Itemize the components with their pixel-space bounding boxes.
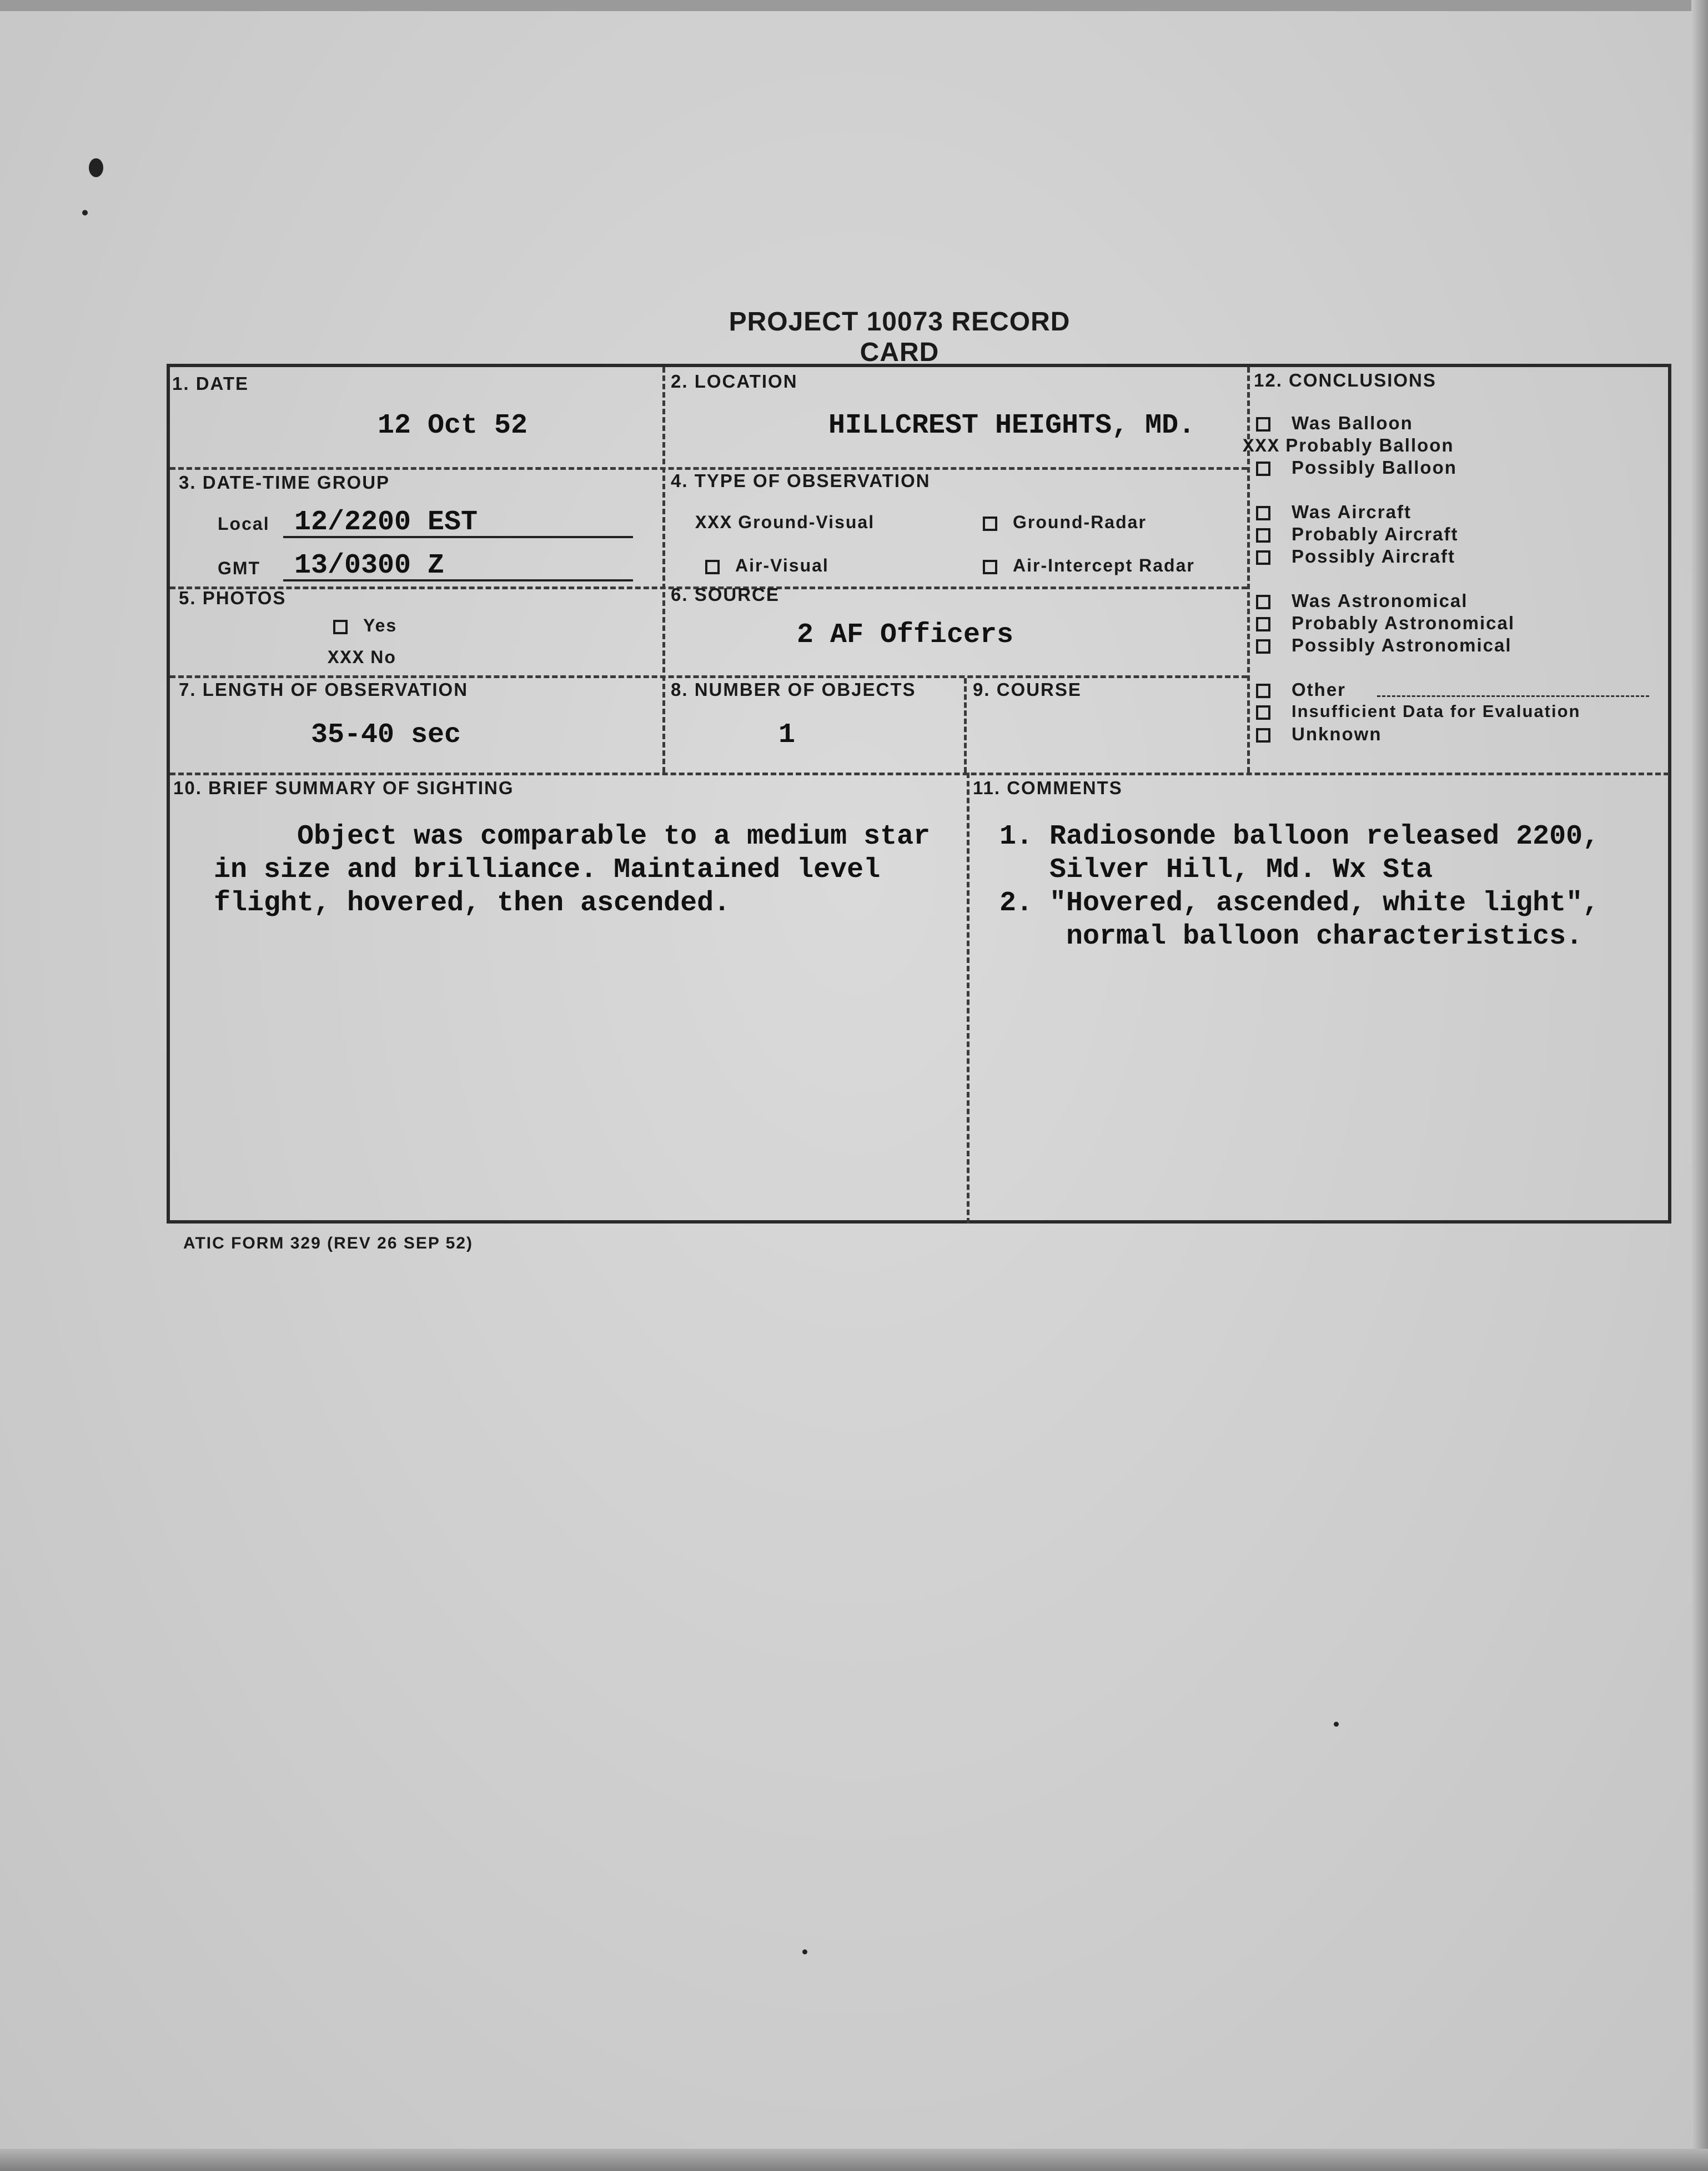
scan-speck bbox=[802, 1949, 807, 1954]
source-value: 2 AF Officers bbox=[797, 619, 1014, 651]
comment-line: 2. "Hovered, ascended, white light", bbox=[999, 888, 1600, 919]
checkbox-icon bbox=[1256, 550, 1270, 565]
conclusions-label: 12. CONCLUSIONS bbox=[1254, 370, 1436, 390]
conclusion-probably-balloon[interactable]: XXX Probably Balloon bbox=[1243, 435, 1454, 458]
conclusion-other[interactable]: Other bbox=[1256, 679, 1346, 700]
conclusion-probably-astronomical[interactable]: Probably Astronomical bbox=[1256, 613, 1515, 634]
card-title: PROJECT 10073 RECORD CARD bbox=[729, 307, 1071, 367]
form-footer: ATIC FORM 329 (REV 26 SEP 52) bbox=[183, 1234, 474, 1252]
length-of-observation-value: 35-40 sec bbox=[311, 719, 461, 751]
scan-speck bbox=[89, 158, 103, 177]
page-edge-top bbox=[0, 0, 1708, 11]
checkbox-icon bbox=[983, 517, 997, 531]
comments-label: 11. COMMENTS bbox=[973, 778, 1123, 798]
conclusion-possibly-aircraft[interactable]: Possibly Aircraft bbox=[1256, 546, 1455, 567]
page-edge-right bbox=[1691, 0, 1708, 2171]
checkbox-icon bbox=[1256, 506, 1270, 520]
length-of-observation-label: 7. LENGTH OF OBSERVATION bbox=[179, 679, 469, 700]
option-air-visual[interactable]: Air-Visual bbox=[705, 555, 829, 576]
conclusion-possibly-astronomical[interactable]: Possibly Astronomical bbox=[1256, 635, 1512, 656]
conclusion-unknown[interactable]: Unknown bbox=[1256, 724, 1382, 745]
page-edge-bottom bbox=[0, 2149, 1708, 2171]
local-time-value: 12/2200 EST bbox=[294, 507, 478, 538]
conclusion-probably-aircraft[interactable]: Probably Aircraft bbox=[1256, 524, 1459, 545]
comment-line: Silver Hill, Md. Wx Sta bbox=[1049, 854, 1433, 886]
checkbox-icon bbox=[1256, 617, 1270, 631]
number-of-objects-value: 1 bbox=[778, 719, 796, 751]
check-mark-icon: XXX bbox=[328, 648, 365, 669]
checkbox-icon bbox=[983, 560, 997, 574]
summary-line: Object was comparable to a medium star bbox=[297, 821, 931, 853]
summary-line: in size and brilliance. Maintained level bbox=[214, 854, 881, 886]
check-mark-icon: XXX bbox=[695, 513, 733, 534]
checkbox-icon bbox=[1256, 528, 1270, 543]
checkbox-icon bbox=[1256, 705, 1270, 720]
location-value: HILLCREST HEIGHTS, MD. bbox=[828, 410, 1195, 442]
other-line bbox=[1377, 695, 1649, 697]
option-air-intercept-radar[interactable]: Air-Intercept Radar bbox=[983, 555, 1195, 576]
conclusion-was-balloon[interactable]: Was Balloon bbox=[1256, 413, 1413, 434]
number-of-objects-label: 8. NUMBER OF OBJECTS bbox=[671, 679, 916, 700]
divider-summary-comments bbox=[967, 773, 969, 1224]
gmt-time-line bbox=[283, 579, 633, 581]
comment-line: 1. Radiosonde balloon released 2200, bbox=[999, 821, 1600, 853]
conclusion-was-astronomical[interactable]: Was Astronomical bbox=[1256, 590, 1468, 611]
divider-row4 bbox=[170, 773, 1669, 775]
divider-row1 bbox=[170, 467, 1247, 470]
photos-label: 5. PHOTOS bbox=[179, 588, 287, 608]
gmt-time-value: 13/0300 Z bbox=[294, 550, 445, 581]
photos-yes[interactable]: Yes bbox=[333, 615, 397, 636]
brief-summary-label: 10. BRIEF SUMMARY OF SIGHTING bbox=[173, 778, 514, 798]
local-time-line bbox=[283, 536, 633, 538]
conclusion-was-aircraft[interactable]: Was Aircraft bbox=[1256, 502, 1411, 523]
scan-speck bbox=[82, 210, 88, 215]
comment-line: normal balloon characteristics. bbox=[1066, 921, 1583, 952]
checkbox-icon bbox=[1256, 417, 1270, 432]
checkbox-icon bbox=[1256, 639, 1270, 654]
summary-line: flight, hovered, then ascended. bbox=[214, 888, 731, 919]
checkbox-icon bbox=[333, 620, 348, 634]
local-label: Local bbox=[218, 514, 270, 534]
photos-no[interactable]: XXX No bbox=[328, 647, 396, 669]
checkbox-icon bbox=[1256, 462, 1270, 476]
checkbox-icon bbox=[705, 560, 720, 574]
option-ground-visual[interactable]: XXX Ground-Visual bbox=[695, 512, 875, 534]
source-label: 6. SOURCE bbox=[671, 584, 780, 605]
checkbox-icon bbox=[1256, 728, 1270, 743]
option-ground-radar[interactable]: Ground-Radar bbox=[983, 512, 1147, 533]
conclusion-insufficient-data[interactable]: Insufficient Data for Evaluation bbox=[1256, 701, 1580, 721]
checkbox-icon bbox=[1256, 595, 1270, 609]
date-time-group-label: 3. DATE-TIME GROUP bbox=[179, 472, 390, 493]
check-mark-icon: XXX bbox=[1243, 437, 1280, 458]
divider-objects-course bbox=[964, 678, 967, 773]
divider-row3 bbox=[170, 675, 1247, 678]
location-label: 2. LOCATION bbox=[671, 371, 798, 392]
date-value: 12 Oct 52 bbox=[378, 410, 528, 442]
checkbox-icon bbox=[1256, 684, 1270, 698]
divider-col3 bbox=[1247, 367, 1250, 773]
gmt-label: GMT bbox=[218, 558, 261, 578]
conclusion-possibly-balloon[interactable]: Possibly Balloon bbox=[1256, 457, 1457, 478]
course-label: 9. COURSE bbox=[973, 679, 1082, 700]
type-of-observation-label: 4. TYPE OF OBSERVATION bbox=[671, 470, 931, 491]
date-label: 1. DATE bbox=[172, 373, 249, 394]
divider-col1 bbox=[662, 367, 665, 773]
scan-speck bbox=[1334, 1722, 1339, 1727]
